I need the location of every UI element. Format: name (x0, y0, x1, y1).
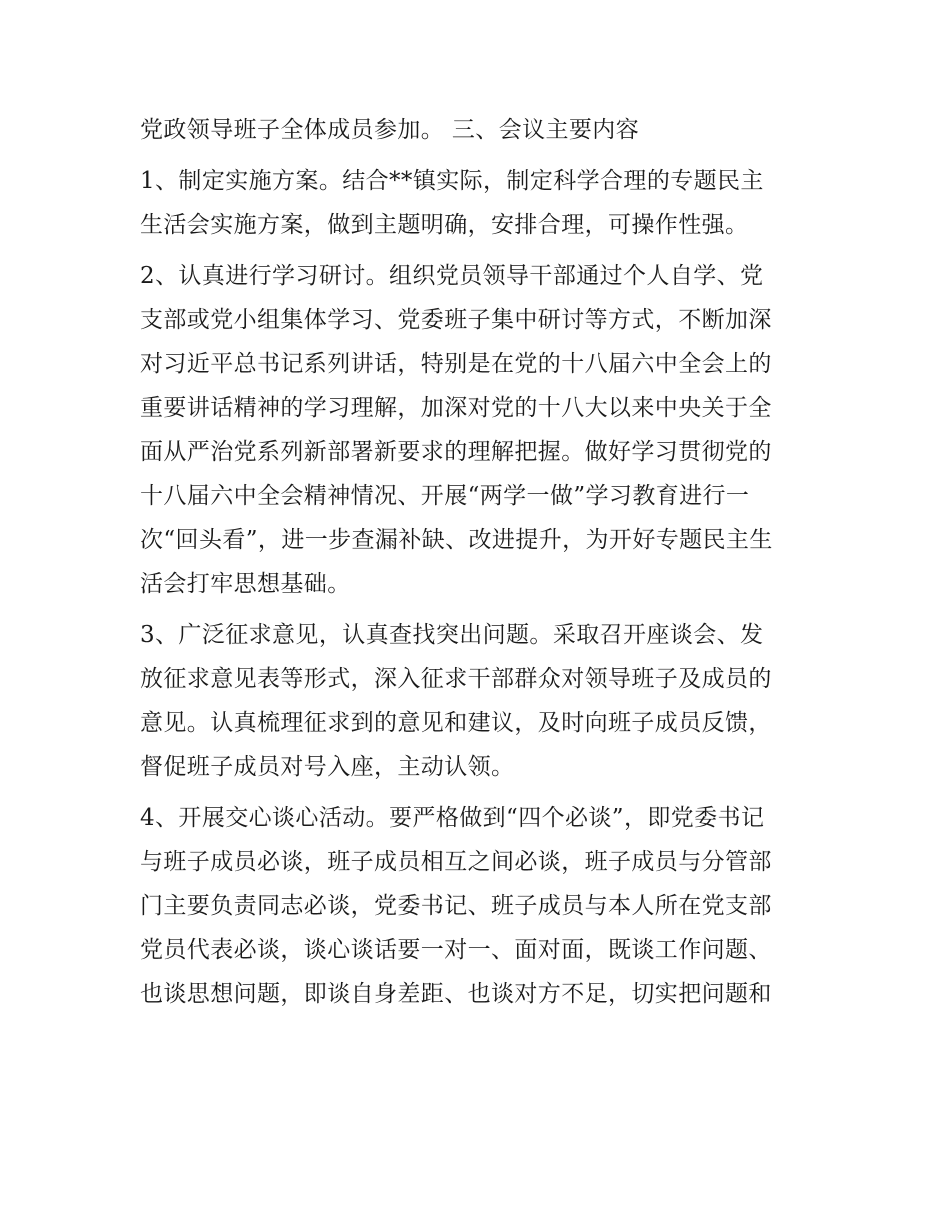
text-line: 2、认真进行学习研讨。组织党员领导干部通过个人自学、党 (140, 263, 764, 289)
text-line: 意见。认真梳理征求到的意见和建议，及时向班子成员反馈， (140, 710, 772, 736)
text-line: 生活会实施方案，做到主题明确，安排合理，可操作性强。 (140, 212, 749, 238)
text-line: 支部或党小组集体学习、党委班子集中研讨等方式，不断加深 (140, 307, 772, 333)
text-line: 放征求意见表等形式，深入征求干部群众对领导班子及成员的 (140, 666, 772, 692)
text-line: 活会打牢思想基础。 (140, 571, 351, 597)
text-line: 门主要负责同志必谈，党委书记、班子成员与本人所在党支部 (140, 893, 772, 919)
text-line: 1、制定实施方案。结合**镇实际，制定科学合理的专题民主 (140, 168, 764, 194)
text-line: 党员代表必谈，谈心谈话要一对一、面对面，既谈工作问题、 (140, 937, 772, 963)
text-line: 党政领导班子全体成员参加。 三、会议主要内容 (140, 117, 640, 143)
text-line: 重要讲话精神的学习理解，加深对党的十八大以来中央关于全 (140, 395, 772, 421)
text-line: 对习近平总书记系列讲话，特别是在党的十八届六中全会上的 (140, 351, 772, 377)
text-line: 4、开展交心谈心活动。要严格做到“四个必谈”，即党委书记 (140, 805, 765, 831)
text-line: 十八届六中全会精神情况、开展“两学一做”学习教育进行一 (140, 483, 750, 509)
text-line: 次“回头看”，进一步查漏补缺、改进提升，为开好专题民主生 (140, 527, 773, 553)
document-body (140, 108, 820, 1016)
text-line: 面从严治党系列新部署新要求的理解把握。做好学习贯彻党的 (140, 439, 772, 465)
text-line: 3、广泛征求意见，认真查找突出问题。采取召开座谈会、发 (140, 622, 764, 648)
text-line: 也谈思想问题，即谈自身差距、也谈对方不足，切实把问题和 (140, 981, 772, 1007)
text-line: 与班子成员必谈，班子成员相互之间必谈，班子成员与分管部 (140, 849, 772, 875)
text-line: 督促班子成员对号入座，主动认领。 (140, 754, 515, 780)
